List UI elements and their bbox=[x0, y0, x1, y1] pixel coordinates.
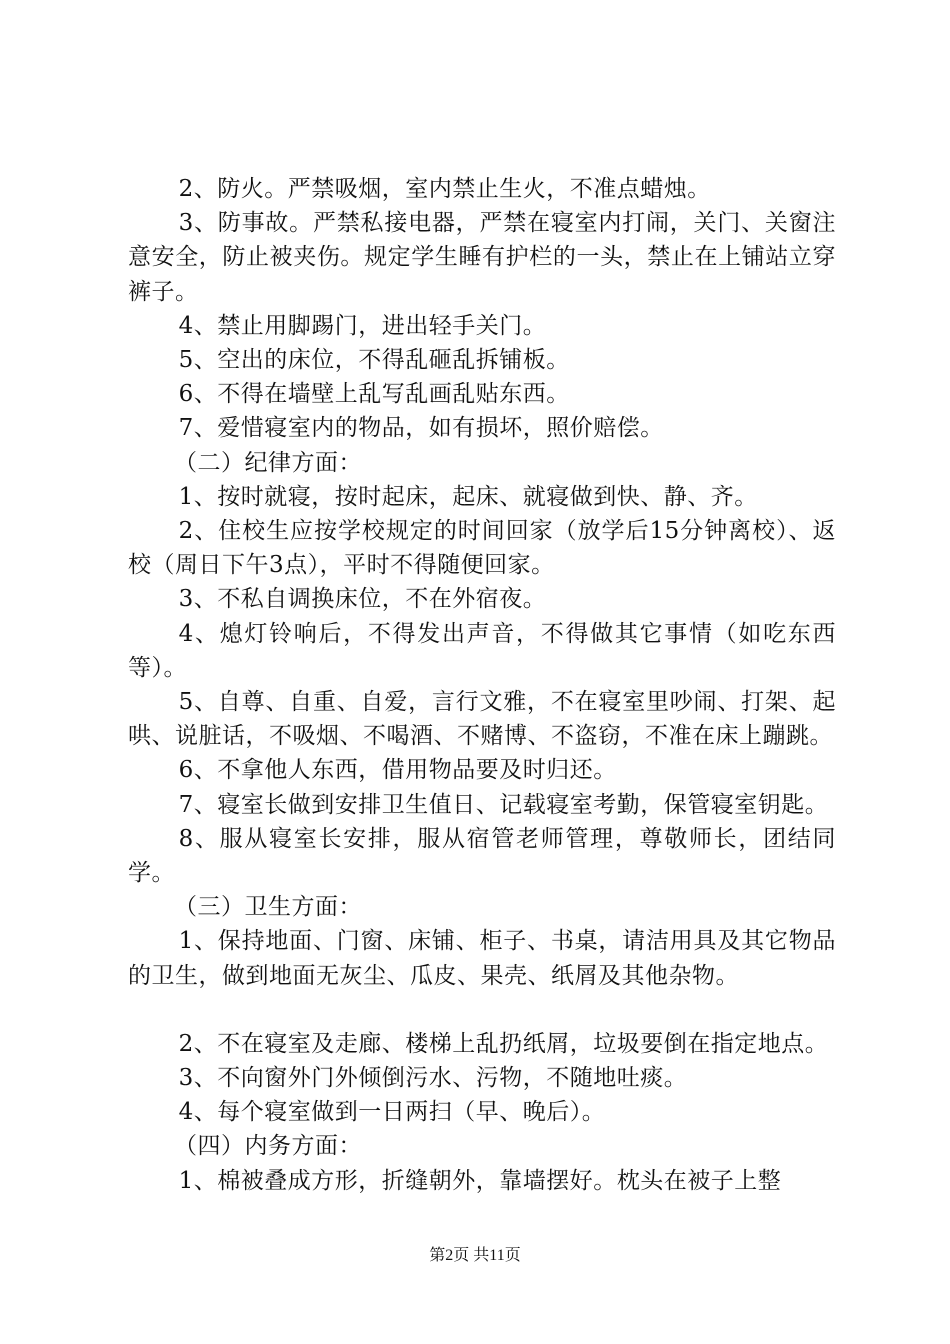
rule-walls: 6、不得在墙壁上乱写乱画乱贴东西。 bbox=[178, 381, 570, 408]
rule-sweeping: 4、每个寝室做到一日两扫（早、晚后）。 bbox=[178, 1099, 606, 1126]
rule-no-kicking-doors: 4、禁止用脚踢门，进出轻手关门。 bbox=[178, 312, 547, 339]
document-body bbox=[128, 172, 836, 1198]
rule-quilt: 1、棉被叠成方形，折缝朝外，靠墙摆好。枕头在被子上整 bbox=[178, 1167, 782, 1194]
rule-litter: 2、不在寝室及走廊、楼梯上乱扔纸屑，垃圾要倒在指定地点。 bbox=[178, 1030, 829, 1057]
section-heading-hygiene: （三）卫生方面： bbox=[174, 894, 362, 921]
rule-conduct: 5、自尊、自重、自爱，言行文雅，不在寝室里吵闹、打架、起哄、说脏话，不吸烟、不喝酒、不赌博、不盗窃，不准在床上蹦跳。 bbox=[128, 689, 836, 750]
page-number-footer: 第2页 共11页 bbox=[429, 1247, 521, 1264]
rule-bed-swap: 3、不私自调换床位，不在外宿夜。 bbox=[178, 586, 547, 613]
rule-waste-water: 3、不向窗外门外倾倒污水、污物，不随地吐痰。 bbox=[178, 1065, 688, 1092]
rule-lights-out: 4、熄灯铃响后，不得发出声音，不得做其它事情（如吃东西等）。 bbox=[128, 620, 836, 681]
rule-accidents: 3、防事故。严禁私接电器，严禁在寝室内打闹，关门、关窗注意安全，防止被夹伤。规定学生睡有护栏的一头，禁止在上铺站立穿裤子。 bbox=[128, 210, 836, 305]
rule-empty-beds: 5、空出的床位，不得乱砸乱拆铺板。 bbox=[178, 347, 570, 374]
rule-property: 7、爱惜寝室内的物品，如有损坏，照价赔偿。 bbox=[178, 415, 664, 442]
rule-obey: 8、服从寝室长安排，服从宿管老师管理，尊敬师长，团结同学。 bbox=[128, 825, 836, 887]
rule-fire: 2、防火。严禁吸烟，室内禁止生火，不准点蜡烛。 bbox=[178, 176, 711, 202]
rule-sleep-schedule: 1、按时就寝，按时起床，起床、就寝做到快、静、齐。 bbox=[178, 483, 758, 510]
rule-going-home: 2、住校生应按学校规定的时间回家（放学后15分钟离校）、返校（周日下午3点），平时不得随便回家。 bbox=[128, 518, 836, 579]
rule-cleanliness: 1、保持地面、门窗、床铺、柜子、书桌，请洁用具及其它物品的卫生，做到地面无灰尘、瓜皮、果壳、纸屑及其他杂物。 bbox=[128, 928, 836, 989]
section-heading-housekeeping: （四）内务方面： bbox=[174, 1133, 362, 1160]
rule-dorm-leader: 7、寝室长做到安排卫生值日、记载寝室考勤，保管寝室钥匙。 bbox=[178, 791, 829, 818]
section-heading-discipline: （二）纪律方面： bbox=[174, 449, 362, 476]
rule-borrowing: 6、不拿他人东西，借用物品要及时归还。 bbox=[178, 757, 617, 784]
